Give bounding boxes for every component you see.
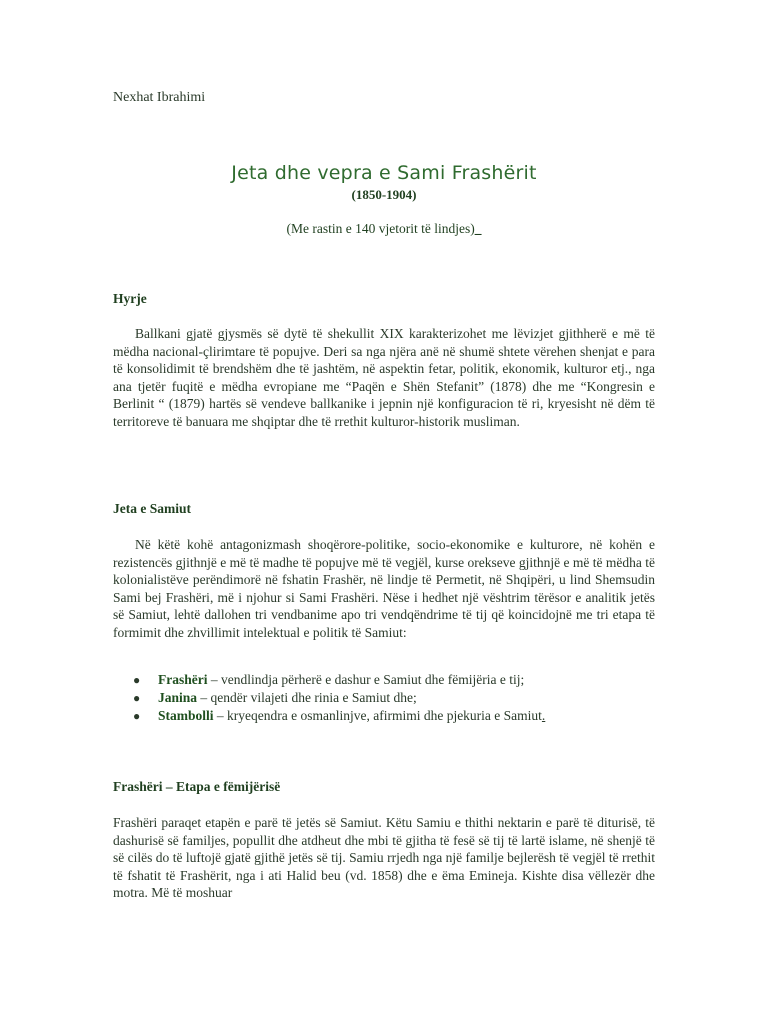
section-heading-hyrje: Hyrje <box>113 291 147 306</box>
list-item <box>113 689 655 707</box>
occasion-text: (Me rastin e 140 vjetorit të lindjes) <box>286 221 475 236</box>
occasion-note <box>0 221 768 237</box>
section-paragraph-hyrje: Ballkani gjatë gjysmës së dytë të shekullit XIX karakterizohet me lëvizjet gjithherë e më të mëdha nacional-çlirimtare të popujve. Deri sa nga njëra anë në shumë shtete vërehen shenjat e para të konsolidimit të brendshëm dhe të jashtëm, në aspektin fetar, politik, ekonomik, kulturor etj., nga ana tjetër fuqitë e mëdha evropiane me “Paqën e Shën Stefanit” (1878) dhe me “Kongresin e Berlinit “ (1879) hartës së vendeve ballkanike i jepnin një konfiguracion të ri, kryesisht në dëm të territoreve të banuara me shqiptar dhe të rrethit kulturor-historik musliman. <box>113 326 655 429</box>
bullet-icon: ● <box>133 673 141 687</box>
life-years: (1850-1904) <box>351 187 417 202</box>
list-item <box>113 671 655 689</box>
list-item-term: Stambolli <box>158 708 214 723</box>
author-name: Nexhat Ibrahimi <box>113 90 206 105</box>
document-title: Jeta dhe vepra e Sami Frashërit <box>231 162 537 184</box>
bullet-icon: ● <box>133 691 141 705</box>
bullet-list <box>113 671 655 725</box>
list-item-term: Janina <box>158 690 198 705</box>
list-item-text: – vendlindja përherë e dashur e Samiut dhe fëmijëria e tij; <box>207 672 525 687</box>
list-item-text: – kryeqendra e osmanlinjve, afirmimi dhe pjekuria e Samiut <box>213 708 542 723</box>
footnote-mark: _ <box>474 221 482 236</box>
list-item <box>113 707 655 725</box>
footnote-mark: . <box>541 708 546 723</box>
list-item-term: Frashëri <box>158 672 208 687</box>
section-paragraph-jeta: Në këtë kohë antagonizmash shoqërore-politike, socio-ekonomike e kulturore, në kohën e rezistencës gjithnjë e më të madhe të popujve më të vegjël, kurse orekseve gjithnjë e më të mëdha të kolonialistëve perëndimorë në fshatin Frashër, në lindje të Permetit, në Shqipëri, u lind Shemsudin Sami bej Frashëri, më i njohur si Sami Frashëri. Nëse i hedhet një vështrim tërësor e analitik jetës së Samiut, lehtë dallohen tri vendbanime apo tri vendqëndrime të tij që koincidojnë me tri etapa të formimit dhe zhvillimit intelektual e politik të Samiut: <box>113 537 655 640</box>
section-paragraph-frasheri: Frashëri paraqet etapën e parë të jetës së Samiut. Këtu Samiu e thithi nektarin e parë të diturisë, të dashurisë së familjes, popullit dhe atdheut dhe mbi të gjitha të fesë së tij të lartë islame, në shenjë të së cilës do të luftojë gjatë gjithë jetës së tij. Samiu rrjedh nga një familje bejlerësh të vegjël të rrethit të fshatit të Frashërit, nga i ati Halid beu (vd. 1858) dhe e ëma Emineja. Kishte disa vëllezër dhe motra. Më të moshuar <box>113 815 655 900</box>
section-heading-jeta: Jeta e Samiut <box>113 501 191 516</box>
list-item-text: – qendër vilajeti dhe rinia e Samiut dhe; <box>197 690 417 705</box>
section-heading-frasheri: Frashëri – Etapa e fëmijërisë <box>113 779 281 794</box>
bullet-icon: ● <box>133 709 141 723</box>
